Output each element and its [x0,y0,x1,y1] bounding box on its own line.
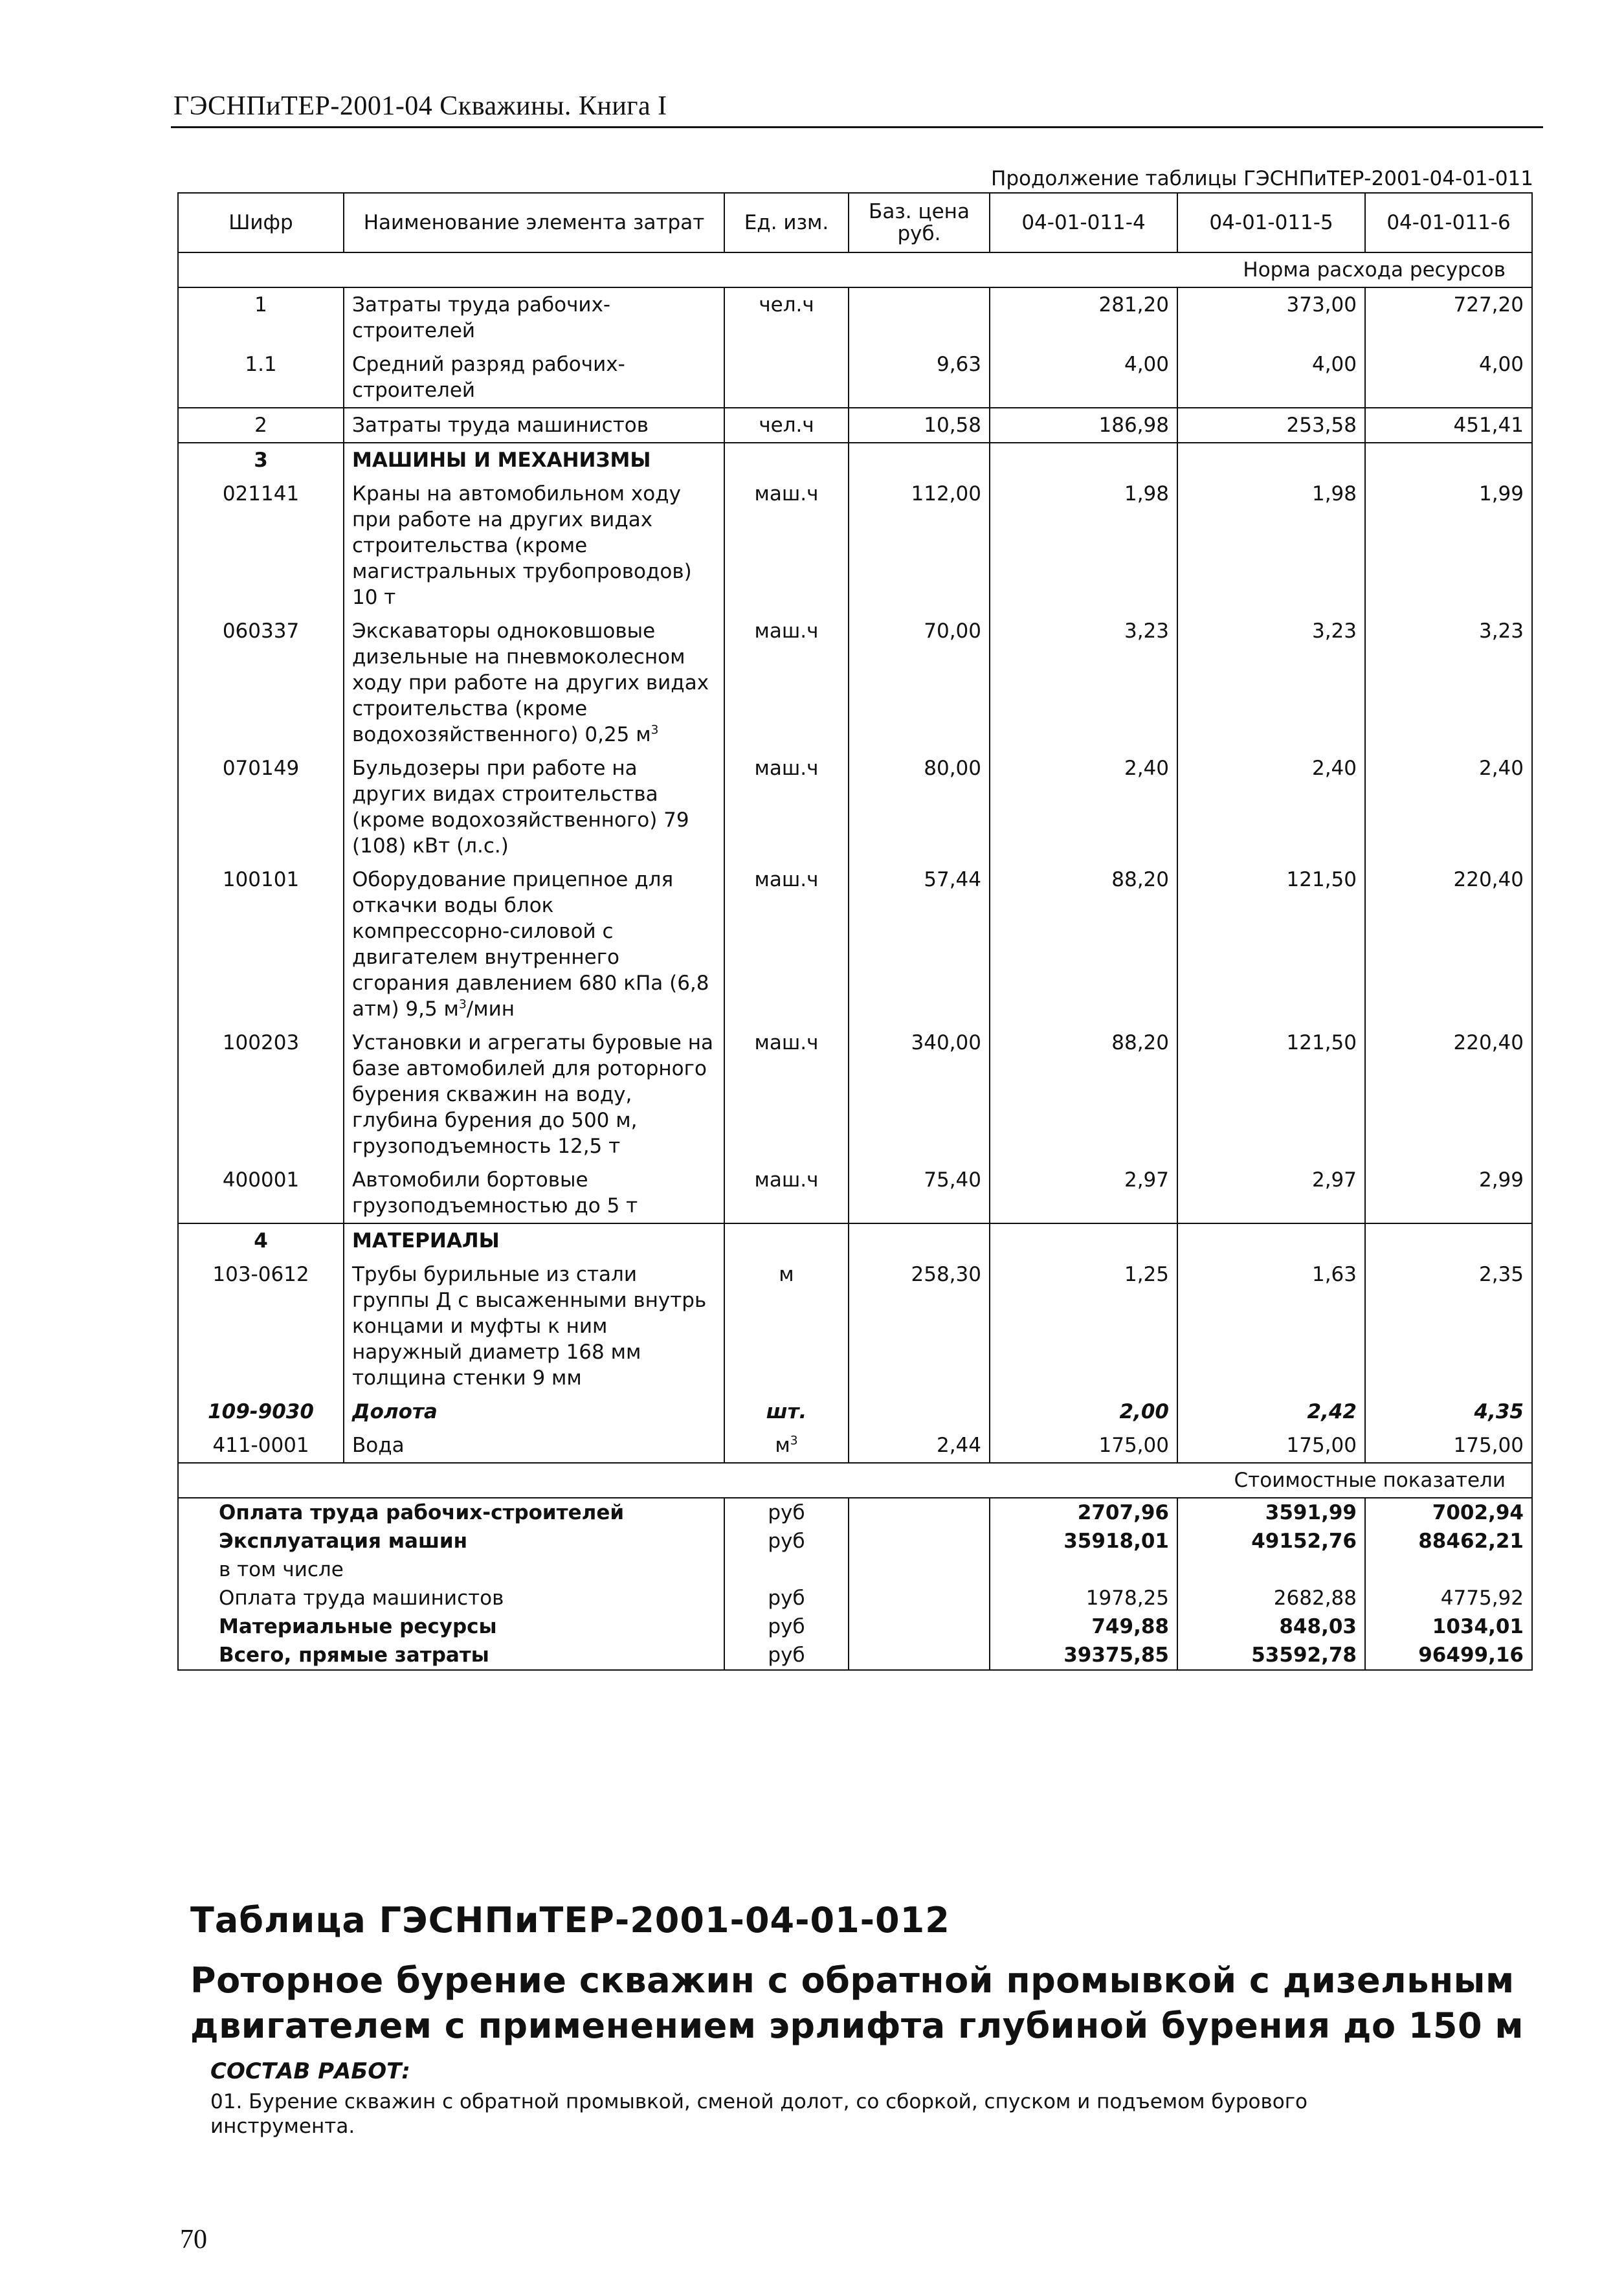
superscript: 3 [790,1434,798,1448]
row-name [344,614,724,752]
table-row [178,477,1532,614]
cost-name: Оплата труда рабочих-строителей [178,1498,724,1527]
row-value-1: 186,98 [990,408,1177,443]
row-price: 10,58 [849,408,990,443]
cost-unit: руб [724,1612,849,1641]
row-value-3: 220,40 [1365,1026,1532,1163]
row-value-2: 1,63 [1177,1258,1365,1395]
row-name: Краны на автомобильном ходу при работе на других видах строительства (кроме магистральных трубопроводов) 10 т [344,477,724,614]
row-unit: маш.ч [724,752,849,863]
row-value-2: 373,00 [1177,287,1365,348]
row-value-3: 1,99 [1365,477,1532,614]
cost-row [178,1555,1532,1584]
row-unit: шт. [724,1395,849,1429]
table-row [178,752,1532,863]
cost-value-2: 2682,88 [1177,1584,1365,1612]
table-header-row [178,193,1532,252]
row-value-3: 4,00 [1365,348,1532,408]
row-unit [724,348,849,408]
cost-value-3: 7002,94 [1365,1498,1532,1527]
row-value-2: 253,58 [1177,408,1365,443]
cost-value-1: 35918,01 [990,1527,1177,1555]
row-value-2: 175,00 [1177,1429,1365,1463]
table-row [178,1395,1532,1429]
row-price: 70,00 [849,614,990,752]
row-name: Долота [344,1395,724,1429]
row-unit: чел.ч [724,408,849,443]
header-code: Шифр [178,193,344,252]
row-code: 400001 [178,1163,344,1223]
row-value-3: 4,35 [1365,1395,1532,1429]
next-table-title: Таблица ГЭСНПиТЕР-2001-04-01-012 [190,1900,950,1941]
row-name: Автомобили бортовые грузоподъемностью до 5 т [344,1163,724,1223]
row-code: 109-9030 [178,1395,344,1429]
running-head: ГЭСНПиТЕР-2001-04 Скважины. Книга I [173,91,667,121]
row-price [849,287,990,348]
cost-unit: руб [724,1498,849,1527]
cost-row [178,1527,1532,1555]
row-unit: м [724,1258,849,1395]
table-row [178,348,1532,408]
cost-name: Оплата труда машинистов [178,1584,724,1612]
row-code: 100203 [178,1026,344,1163]
section-row [178,443,1532,477]
row-name-text: Оборудование прицепное для откачки воды блок компрессорно-силовой с двигателем внутреннего сгорания давлением 680 кПа (6,8 атм) 9,5 м [352,868,709,1021]
cost-value-3: 1034,01 [1365,1612,1532,1641]
works-label: СОСТАВ РАБОТ: [210,2058,410,2084]
row-name: Бульдозеры при работе на других видах строительства (кроме водохозяйственного) 79 (108) кВт (л.с.) [344,752,724,863]
row-value-1: 2,40 [990,752,1177,863]
cost-value-1: 39375,85 [990,1641,1177,1670]
superscript: 3 [458,997,467,1012]
header-unit: Ед. изм. [724,193,849,252]
row-code: 2 [178,408,344,443]
row-value-3: 2,40 [1365,752,1532,863]
cost-value-2: 848,03 [1177,1612,1365,1641]
cost-value-1: 749,88 [990,1612,1177,1641]
row-code: 060337 [178,614,344,752]
cost-value-2: 53592,78 [1177,1641,1365,1670]
row-value-2: 4,00 [1177,348,1365,408]
row-value-2: 121,50 [1177,863,1365,1026]
row-code: 021141 [178,477,344,614]
table-continuation-label: Продолжение таблицы ГЭСНПиТЕР-2001-04-01-011 [991,167,1533,190]
row-unit: маш.ч [724,477,849,614]
row-price: 9,63 [849,348,990,408]
header-col-1: 04-01-011-4 [990,193,1177,252]
row-code: 1.1 [178,348,344,408]
header-price: Баз. цена руб. [849,193,990,252]
cost-caption-row [178,1463,1532,1498]
resource-norms-table [177,192,1533,1671]
cost-row [178,1612,1532,1641]
table-row [178,614,1532,752]
cost-caption: Стоимостные показатели [178,1463,1532,1498]
cost-name: Всего, прямые затраты [178,1641,724,1670]
row-value-1: 1,25 [990,1258,1177,1395]
row-code: 1 [178,287,344,348]
row-value-3: 2,35 [1365,1258,1532,1395]
row-value-3: 220,40 [1365,863,1532,1026]
norm-caption-row [178,252,1532,287]
row-unit: маш.ч [724,1026,849,1163]
header-rule [171,126,1543,128]
cost-value-1: 1978,25 [990,1584,1177,1612]
cost-unit: руб [724,1527,849,1555]
section-title: МАШИНЫ И МЕХАНИЗМЫ [344,443,724,477]
next-table-subtitle: Роторное бурение скважин с обратной промывкой с дизельным двигателем с применением эрлифта глубиной бурения до 150 м [190,1960,1524,2046]
row-name [344,863,724,1026]
table-row [178,287,1532,348]
row-value-3: 2,99 [1365,1163,1532,1223]
row-unit [724,1429,849,1463]
row-name: Установки и агрегаты буровые на базе автомобилей для роторного бурения скважин на воду, глубина бурения до 500 м, грузоподъемность 12,5 т [344,1026,724,1163]
row-value-3: 727,20 [1365,287,1532,348]
header-col-3: 04-01-011-6 [1365,193,1532,252]
works-item: 01. Бурение скважин с обратной промывкой, сменой долот, со сборкой, спуском и подъемом бурового инструмента. [210,2090,1307,2138]
row-unit: маш.ч [724,863,849,1026]
table-row [178,1163,1532,1223]
row-name: Средний разряд рабочих-строителей [344,348,724,408]
norm-caption: Норма расхода ресурсов [178,252,1532,287]
cost-unit: руб [724,1641,849,1670]
row-price: 80,00 [849,752,990,863]
header-name: Наименование элемента затрат [344,193,724,252]
section-title: МАТЕРИАЛЫ [344,1223,724,1258]
row-value-1: 88,20 [990,863,1177,1026]
row-value-3: 451,41 [1365,408,1532,443]
row-name: Вода [344,1429,724,1463]
row-value-1: 1,98 [990,477,1177,614]
row-value-3: 175,00 [1365,1429,1532,1463]
section-code: 3 [178,443,344,477]
header-col-2: 04-01-011-5 [1177,193,1365,252]
cost-value-2: 49152,76 [1177,1527,1365,1555]
cost-value-2: 3591,99 [1177,1498,1365,1527]
row-unit: маш.ч [724,1163,849,1223]
cost-row [178,1641,1532,1670]
row-price: 340,00 [849,1026,990,1163]
cost-value-3: 88462,21 [1365,1527,1532,1555]
row-value-1: 4,00 [990,348,1177,408]
row-price: 57,44 [849,863,990,1026]
cost-name: в том числе [178,1555,724,1584]
cost-name: Эксплуатация машин [178,1527,724,1555]
row-value-1: 2,97 [990,1163,1177,1223]
row-code: 103-0612 [178,1258,344,1395]
section-code: 4 [178,1223,344,1258]
row-value-1: 281,20 [990,287,1177,348]
row-name: Затраты труда рабочих-строителей [344,287,724,348]
row-value-1: 2,00 [990,1395,1177,1429]
row-value-2: 2,42 [1177,1395,1365,1429]
row-name-suffix: /мин [466,997,515,1021]
row-name: Затраты труда машинистов [344,408,724,443]
row-unit: маш.ч [724,614,849,752]
unit-text: м [775,1434,790,1457]
row-code: 070149 [178,752,344,863]
row-price: 112,00 [849,477,990,614]
table-row [178,1429,1532,1463]
cost-unit: руб [724,1584,849,1612]
row-value-1: 88,20 [990,1026,1177,1163]
row-code: 411-0001 [178,1429,344,1463]
page-number: 70 [180,2225,207,2255]
row-value-1: 3,23 [990,614,1177,752]
superscript: 3 [651,723,659,737]
cost-name: Материальные ресурсы [178,1612,724,1641]
cost-value-3: 4775,92 [1365,1584,1532,1612]
cost-row [178,1498,1532,1527]
row-price: 75,40 [849,1163,990,1223]
cost-value-3: 96499,16 [1365,1641,1532,1670]
table-row [178,408,1532,443]
row-price [849,1395,990,1429]
row-name-text: Экскаваторы одноковшовые дизельные на пневмоколесном ходу при работе на других видах строительства (кроме водохозяйственного) 0,25 м [352,619,709,746]
row-value-3: 3,23 [1365,614,1532,752]
row-value-2: 2,40 [1177,752,1365,863]
table-row [178,1258,1532,1395]
section-row [178,1223,1532,1258]
row-value-2: 3,23 [1177,614,1365,752]
table-row [178,1026,1532,1163]
row-unit: чел.ч [724,287,849,348]
table-row [178,863,1532,1026]
row-price: 2,44 [849,1429,990,1463]
row-value-2: 1,98 [1177,477,1365,614]
cost-value-1: 2707,96 [990,1498,1177,1527]
row-value-2: 2,97 [1177,1163,1365,1223]
row-name: Трубы бурильные из стали группы Д с высаженными внутрь концами и муфты к ним наружный диаметр 168 мм толщина стенки 9 мм [344,1258,724,1395]
row-value-1: 175,00 [990,1429,1177,1463]
row-code: 100101 [178,863,344,1026]
row-value-2: 121,50 [1177,1026,1365,1163]
cost-row [178,1584,1532,1612]
row-price: 258,30 [849,1258,990,1395]
